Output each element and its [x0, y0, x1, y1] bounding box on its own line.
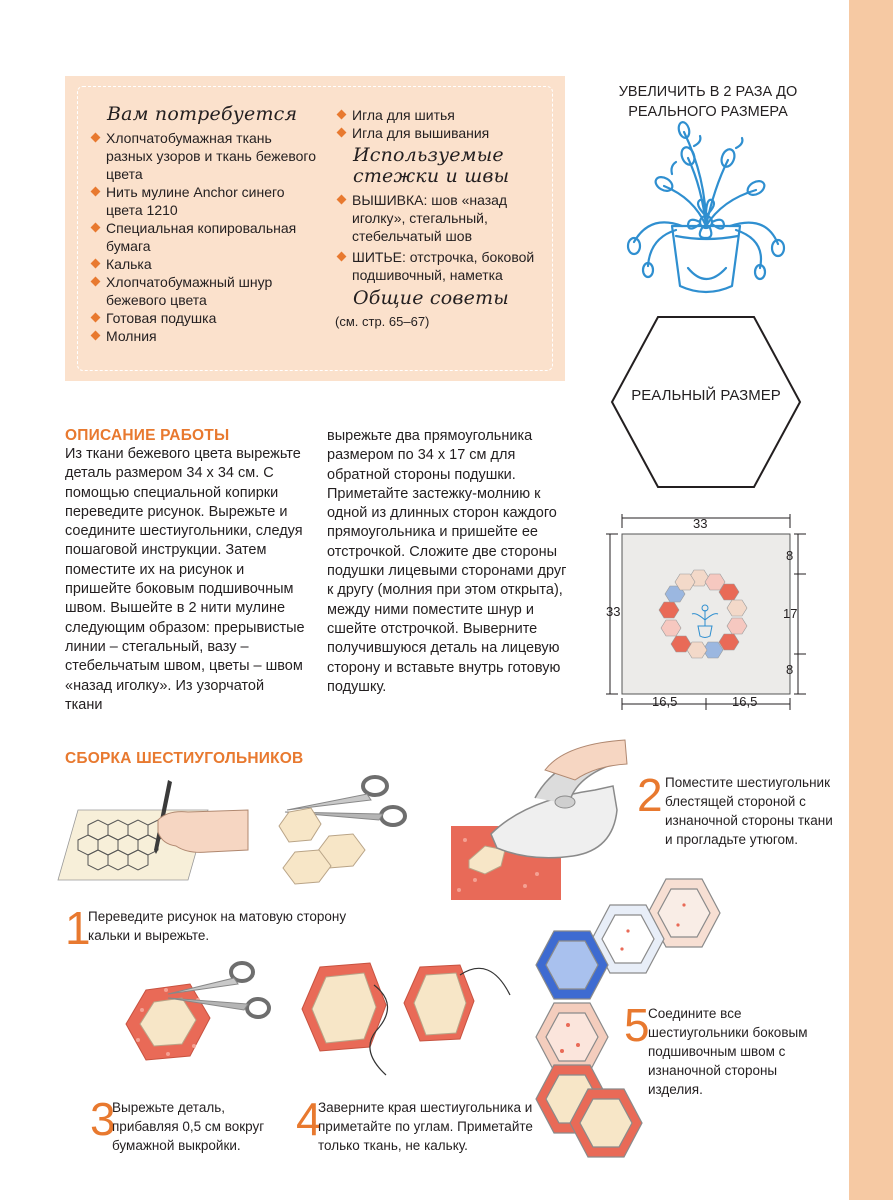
step-5-text: Соедините все шестиугольники боковым подшивочным швом с изнаночной стороны изделия.: [648, 1006, 808, 1097]
advice-title: Общие советы: [353, 287, 509, 309]
needed-item: Хлопчатобумажная ткань разных узоров и ткань бежевого цвета: [89, 129, 319, 183]
step1-illustration: [58, 780, 248, 890]
dim-right-top: 8: [786, 548, 794, 563]
step-3-text: Вырежьте деталь, прибавляя 0,5 см вокруг бумажной выкройки.: [112, 1100, 265, 1153]
needed-item: Калька: [89, 255, 319, 273]
needed-item: Хлопчатобумажный шнур бежевого цвета: [89, 273, 319, 309]
step-1-number: 1: [65, 902, 91, 954]
needed-list: [89, 129, 319, 345]
needed-item: Молния: [89, 327, 319, 345]
needles-list: [335, 106, 550, 142]
step-4-text: Заверните края шестиугольника и приметайте по углам. Приметайте только ткань, не кальку.: [318, 1100, 533, 1153]
description-column-1: Из ткани бежевого цвета вырежьте деталь размером 34 х 34 см. С помощью специальной копирки переведите рисунок. Вырежьте и соедините шестиугольники, следуя пошаговой инструкции. Затем поместите их на рисунок и пришейте боковым подшивочным швом. Вышейте в 2 нити мулине следующим образом: прерывистые линии – стегальный, вазу – стебельчатым швом, цветы – швом «назад иголку». Из узорчатой ткани: [65, 446, 305, 713]
needed-item: Готовая подушка: [89, 309, 319, 327]
step-2-text: Поместите шестиугольник блестящей стороной с изнаночной стороны ткани и прогладьте утюгом.: [665, 775, 833, 847]
dim-top: 33: [693, 516, 708, 531]
description-column-2: вырежьте два прямоугольника размером по 34 х 17 см для обратной стороны подушки. Приметайте застежку-молнию к одной из длинных сторон каждого прямоугольника и пришейте ее отстрочкой. Сложите две стороны подушки лицевыми сторонами друг к другу (молния при этом открыта), между ними поместите шнур и сшейте отстрочкой. Выверните получившуюся деталь на лицевую сторону и вставьте внутрь готовую подушку.: [327, 428, 567, 695]
dim-left: 33: [606, 604, 621, 619]
stitch-item: ШИТЬЕ: отстрочка, боковой подшивочный, наметка: [335, 248, 550, 284]
dim-right-mid: 17: [783, 606, 798, 621]
needle-item: Игла для вышивания: [335, 124, 550, 142]
advice-reference: (см. стр. 65–67): [335, 314, 430, 329]
stitch-item: ВЫШИВКА: шов «назад иголку», стегальный, стебельчатый шов: [335, 191, 550, 245]
page-edge-strip: [849, 0, 893, 1200]
real-size-label: РЕАЛЬНЫЙ РАЗМЕР: [631, 387, 781, 404]
step-1-text: Переведите рисунок на матовую сторону кальки и вырежьте.: [88, 909, 347, 943]
needed-item: Специальная копировальная бумага: [89, 219, 319, 255]
step4-illustration: [290, 955, 520, 1085]
step-3-number: 3: [90, 1093, 116, 1145]
materials-right-column: [335, 106, 550, 331]
embroidery-pattern-illustration: [610, 118, 810, 308]
needle-item: Игла для шитья: [335, 106, 550, 124]
needed-item: Нить мулине Anchor синего цвета 1210: [89, 183, 319, 219]
step-4-number: 4: [296, 1093, 322, 1145]
materials-panel: [65, 76, 565, 381]
step3-illustration: [118, 960, 278, 1085]
enlarge-caption: УВЕЛИЧИТЬ В 2 РАЗА ДО РЕАЛЬНОГО РАЗМЕРА: [618, 84, 798, 120]
needed-title: Вам потребуется: [107, 103, 298, 125]
assembly-heading: СБОРКА ШЕСТИУГОЛЬНИКОВ: [65, 750, 304, 767]
dim-bottom-right: 16,5: [732, 694, 758, 709]
materials-left-column: [89, 104, 319, 345]
step1-scissors-illustration: [275, 770, 415, 895]
step-5-number: 5: [624, 999, 650, 1051]
dim-right-bottom: 8: [786, 662, 794, 677]
stitches-list: [335, 191, 550, 284]
stitches-title: Используемые стежки и швы: [353, 144, 510, 187]
dim-bottom-left: 16,5: [652, 694, 678, 709]
step-2-number: 2: [637, 769, 663, 821]
description-heading: ОПИСАНИЕ РАБОТЫ: [65, 427, 230, 444]
